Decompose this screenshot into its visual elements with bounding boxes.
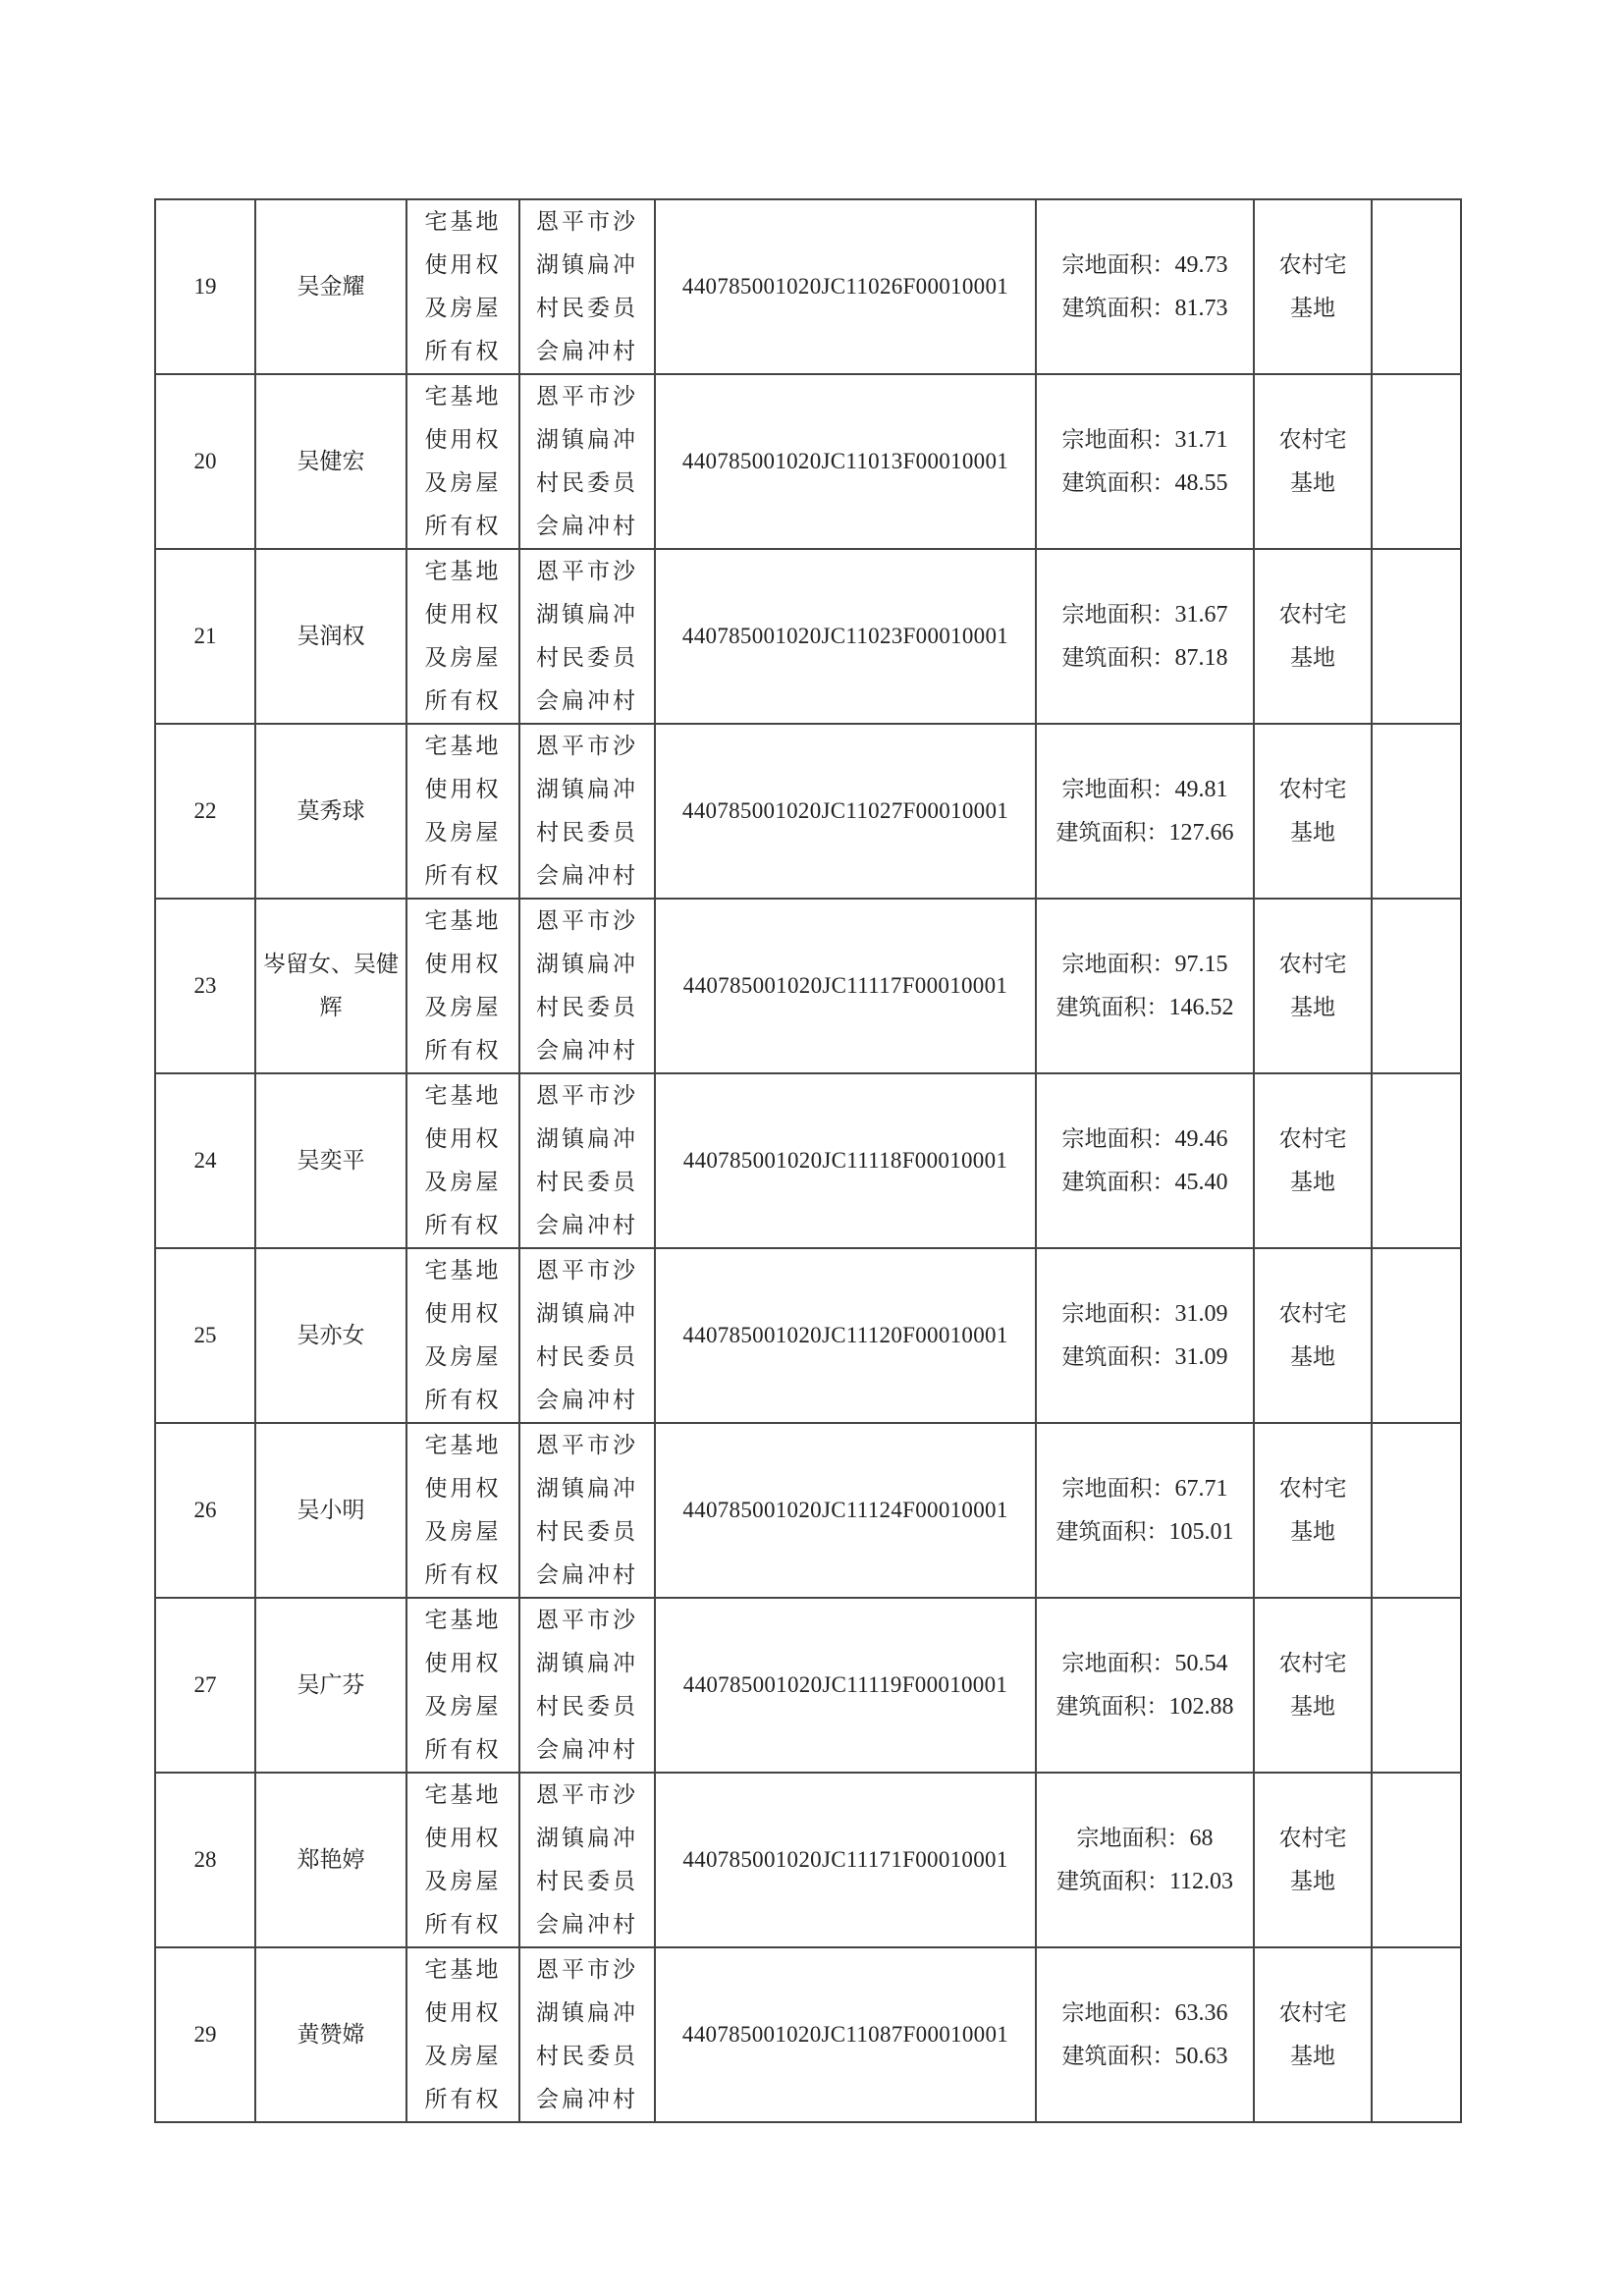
right-type-line: 及房屋 bbox=[424, 995, 502, 1020]
land-area-value: 49.81 bbox=[1174, 777, 1228, 802]
building-area-label: 建筑面积： bbox=[1061, 296, 1175, 321]
land-area-value: 31.71 bbox=[1174, 427, 1228, 453]
building-area-label: 建筑面积： bbox=[1061, 2044, 1175, 2069]
right-type-line: 及房屋 bbox=[424, 470, 502, 496]
right-type-line: 使用权 bbox=[424, 777, 502, 802]
row-number-cell: 27 bbox=[155, 1598, 255, 1773]
land-area-value: 50.54 bbox=[1174, 1651, 1228, 1676]
right-type-line: 所有权 bbox=[424, 863, 502, 889]
right-type-line: 及房屋 bbox=[424, 1519, 502, 1545]
right-type-line: 宅基地 bbox=[424, 1782, 502, 1808]
table-row bbox=[155, 374, 1461, 549]
land-area-label: 宗地面积： bbox=[1061, 427, 1175, 453]
land-area-value: 68 bbox=[1189, 1826, 1214, 1851]
unit-number-cell: 440785001020JC11027F00010001 bbox=[655, 724, 1036, 899]
right-type-line: 宅基地 bbox=[424, 1957, 502, 1983]
holder-cell bbox=[519, 1248, 655, 1423]
area-cell bbox=[1036, 724, 1254, 899]
holder-line: 恩平市沙 bbox=[536, 209, 638, 235]
right-type-line: 及房屋 bbox=[424, 820, 502, 846]
holder-line: 湖镇扁冲 bbox=[536, 1126, 638, 1152]
holder-line: 恩平市沙 bbox=[536, 734, 638, 759]
holder-line: 会扁冲村 bbox=[536, 863, 638, 889]
right-type-line: 及房屋 bbox=[424, 296, 502, 321]
right-type-line: 所有权 bbox=[424, 2087, 502, 2112]
holder-line: 恩平市沙 bbox=[536, 559, 638, 584]
land-area-label: 宗地面积： bbox=[1061, 777, 1175, 802]
table-row bbox=[155, 1773, 1461, 1947]
land-use-line: 农村宅 bbox=[1278, 1476, 1347, 1502]
area-cell bbox=[1036, 549, 1254, 724]
land-use-cell bbox=[1254, 199, 1372, 374]
holder-cell bbox=[519, 1947, 655, 2122]
right-type-line: 宅基地 bbox=[424, 1258, 502, 1284]
right-type-cell bbox=[406, 1073, 519, 1248]
right-type-line: 宅基地 bbox=[424, 734, 502, 759]
right-type-line: 宅基地 bbox=[424, 209, 502, 235]
holder-line: 村民委员 bbox=[536, 645, 638, 671]
right-type-line: 使用权 bbox=[424, 1476, 502, 1502]
remarks-cell bbox=[1372, 1248, 1461, 1423]
building-area-value: 81.73 bbox=[1174, 296, 1228, 321]
holder-cell bbox=[519, 549, 655, 724]
right-type-cell bbox=[406, 1598, 519, 1773]
land-area-label: 宗地面积： bbox=[1076, 1826, 1190, 1851]
unit-number-cell: 440785001020JC11119F00010001 bbox=[655, 1598, 1036, 1773]
building-area-value: 45.40 bbox=[1174, 1170, 1228, 1195]
building-area-line bbox=[1037, 1860, 1253, 1903]
building-area-value: 105.01 bbox=[1168, 1519, 1234, 1545]
holder-line: 湖镇扁冲 bbox=[536, 952, 638, 977]
land-area-line bbox=[1037, 1292, 1253, 1336]
holder-line: 会扁冲村 bbox=[536, 1388, 638, 1413]
right-type-line: 及房屋 bbox=[424, 645, 502, 671]
holder-line: 湖镇扁冲 bbox=[536, 2000, 638, 2026]
area-cell bbox=[1036, 899, 1254, 1073]
holder-line: 村民委员 bbox=[536, 2044, 638, 2069]
unit-number-cell: 440785001020JC11124F00010001 bbox=[655, 1423, 1036, 1598]
right-type-cell bbox=[406, 1947, 519, 2122]
holder-line: 湖镇扁冲 bbox=[536, 1651, 638, 1676]
building-area-value: 50.63 bbox=[1174, 2044, 1228, 2069]
table-row bbox=[155, 899, 1461, 1073]
right-type-line: 及房屋 bbox=[424, 2044, 502, 2069]
right-type-line: 宅基地 bbox=[424, 908, 502, 934]
building-area-value: 31.09 bbox=[1174, 1344, 1228, 1370]
land-use-cell bbox=[1254, 1248, 1372, 1423]
land-area-line bbox=[1037, 1642, 1253, 1685]
land-area-line bbox=[1037, 1118, 1253, 1161]
remarks-cell bbox=[1372, 374, 1461, 549]
land-area-label: 宗地面积： bbox=[1061, 602, 1175, 628]
unit-number-cell: 440785001020JC11087F00010001 bbox=[655, 1947, 1036, 2122]
land-area-value: 63.36 bbox=[1174, 2000, 1228, 2026]
holder-line: 恩平市沙 bbox=[536, 1608, 638, 1633]
right-type-line: 及房屋 bbox=[424, 1869, 502, 1894]
land-area-value: 49.73 bbox=[1174, 252, 1228, 278]
land-use-line: 农村宅 bbox=[1278, 252, 1347, 278]
building-area-value: 112.03 bbox=[1168, 1869, 1234, 1894]
right-type-line: 及房屋 bbox=[424, 1344, 502, 1370]
area-cell bbox=[1036, 374, 1254, 549]
holder-line: 村民委员 bbox=[536, 1519, 638, 1545]
building-area-value: 146.52 bbox=[1168, 995, 1234, 1020]
holder-line: 村民委员 bbox=[536, 995, 638, 1020]
owner-name-cell: 吴金耀 bbox=[255, 199, 406, 374]
row-number-cell: 19 bbox=[155, 199, 255, 374]
unit-number-cell: 440785001020JC11120F00010001 bbox=[655, 1248, 1036, 1423]
land-use-line: 基地 bbox=[1290, 1519, 1335, 1545]
holder-line: 湖镇扁冲 bbox=[536, 1826, 638, 1851]
row-number-cell: 29 bbox=[155, 1947, 255, 2122]
holder-line: 会扁冲村 bbox=[536, 688, 638, 714]
right-type-line: 使用权 bbox=[424, 952, 502, 977]
area-cell bbox=[1036, 199, 1254, 374]
land-use-line: 基地 bbox=[1290, 645, 1335, 671]
area-cell bbox=[1036, 1773, 1254, 1947]
row-number-cell: 20 bbox=[155, 374, 255, 549]
land-use-line: 农村宅 bbox=[1278, 2000, 1347, 2026]
holder-line: 湖镇扁冲 bbox=[536, 1301, 638, 1327]
right-type-line: 使用权 bbox=[424, 2000, 502, 2026]
land-use-cell bbox=[1254, 549, 1372, 724]
holder-cell bbox=[519, 1773, 655, 1947]
holder-line: 村民委员 bbox=[536, 296, 638, 321]
holder-line: 村民委员 bbox=[536, 470, 638, 496]
land-use-line: 基地 bbox=[1290, 296, 1335, 321]
holder-line: 村民委员 bbox=[536, 1170, 638, 1195]
land-area-label: 宗地面积： bbox=[1061, 952, 1175, 977]
owner-name-cell: 郑艳婷 bbox=[255, 1773, 406, 1947]
row-number-cell: 26 bbox=[155, 1423, 255, 1598]
building-area-value: 102.88 bbox=[1168, 1694, 1234, 1720]
land-area-value: 97.15 bbox=[1174, 952, 1228, 977]
area-cell bbox=[1036, 1423, 1254, 1598]
right-type-line: 所有权 bbox=[424, 1737, 502, 1763]
land-use-line: 基地 bbox=[1290, 1170, 1335, 1195]
building-area-label: 建筑面积： bbox=[1061, 645, 1175, 671]
table-row bbox=[155, 1947, 1461, 2122]
holder-line: 会扁冲村 bbox=[536, 2087, 638, 2112]
owner-name-cell: 吴健宏 bbox=[255, 374, 406, 549]
land-area-value: 31.09 bbox=[1174, 1301, 1228, 1327]
building-area-line bbox=[1037, 462, 1253, 505]
holder-line: 恩平市沙 bbox=[536, 1083, 638, 1109]
holder-line: 会扁冲村 bbox=[536, 1912, 638, 1938]
holder-line: 会扁冲村 bbox=[536, 514, 638, 539]
land-use-line: 基地 bbox=[1290, 1694, 1335, 1720]
unit-number-cell: 440785001020JC11117F00010001 bbox=[655, 899, 1036, 1073]
area-cell bbox=[1036, 1947, 1254, 2122]
land-area-value: 49.46 bbox=[1174, 1126, 1228, 1152]
building-area-line bbox=[1037, 1685, 1253, 1728]
right-type-cell bbox=[406, 199, 519, 374]
right-type-line: 宅基地 bbox=[424, 1433, 502, 1458]
owner-name-cell: 吴奕平 bbox=[255, 1073, 406, 1248]
right-type-line: 所有权 bbox=[424, 688, 502, 714]
owner-name-cell: 吴润权 bbox=[255, 549, 406, 724]
land-use-line: 农村宅 bbox=[1278, 952, 1347, 977]
building-area-label: 建筑面积： bbox=[1055, 1869, 1169, 1894]
holder-cell bbox=[519, 899, 655, 1073]
table-row bbox=[155, 1248, 1461, 1423]
area-cell bbox=[1036, 1248, 1254, 1423]
remarks-cell bbox=[1372, 199, 1461, 374]
land-use-cell bbox=[1254, 724, 1372, 899]
building-area-label: 建筑面积： bbox=[1061, 470, 1175, 496]
right-type-line: 使用权 bbox=[424, 427, 502, 453]
row-number-cell: 28 bbox=[155, 1773, 255, 1947]
table-row bbox=[155, 549, 1461, 724]
property-register-table bbox=[154, 198, 1462, 2123]
right-type-line: 所有权 bbox=[424, 1562, 502, 1588]
holder-line: 恩平市沙 bbox=[536, 1258, 638, 1284]
holder-cell bbox=[519, 724, 655, 899]
row-number-cell: 21 bbox=[155, 549, 255, 724]
holder-cell bbox=[519, 374, 655, 549]
right-type-line: 所有权 bbox=[424, 339, 502, 364]
land-use-cell bbox=[1254, 374, 1372, 549]
holder-line: 村民委员 bbox=[536, 1344, 638, 1370]
land-use-cell bbox=[1254, 899, 1372, 1073]
right-type-line: 所有权 bbox=[424, 1912, 502, 1938]
remarks-cell bbox=[1372, 549, 1461, 724]
land-use-line: 农村宅 bbox=[1278, 1301, 1347, 1327]
right-type-cell bbox=[406, 549, 519, 724]
right-type-cell bbox=[406, 724, 519, 899]
row-number-cell: 23 bbox=[155, 899, 255, 1073]
owner-name-cell: 莫秀球 bbox=[255, 724, 406, 899]
right-type-line: 所有权 bbox=[424, 1038, 502, 1064]
holder-line: 村民委员 bbox=[536, 820, 638, 846]
building-area-value: 48.55 bbox=[1174, 470, 1228, 496]
holder-cell bbox=[519, 199, 655, 374]
land-use-line: 基地 bbox=[1290, 1869, 1335, 1894]
holder-line: 湖镇扁冲 bbox=[536, 602, 638, 628]
land-area-label: 宗地面积： bbox=[1061, 252, 1175, 278]
right-type-line: 宅基地 bbox=[424, 559, 502, 584]
row-number-cell: 24 bbox=[155, 1073, 255, 1248]
holder-line: 恩平市沙 bbox=[536, 1782, 638, 1808]
building-area-line bbox=[1037, 1161, 1253, 1204]
right-type-line: 宅基地 bbox=[424, 1608, 502, 1633]
holder-line: 恩平市沙 bbox=[536, 384, 638, 410]
land-use-cell bbox=[1254, 1598, 1372, 1773]
remarks-cell bbox=[1372, 1947, 1461, 2122]
building-area-line bbox=[1037, 2035, 1253, 2078]
owner-name-cell: 吴小明 bbox=[255, 1423, 406, 1598]
holder-line: 村民委员 bbox=[536, 1869, 638, 1894]
building-area-line bbox=[1037, 811, 1253, 854]
building-area-value: 87.18 bbox=[1174, 645, 1228, 671]
area-cell bbox=[1036, 1598, 1254, 1773]
land-area-value: 31.67 bbox=[1174, 602, 1228, 628]
building-area-label: 建筑面积： bbox=[1061, 1344, 1175, 1370]
right-type-line: 使用权 bbox=[424, 1651, 502, 1676]
owner-name-cell: 岑留女、吴健辉 bbox=[255, 899, 406, 1073]
land-use-line: 农村宅 bbox=[1278, 427, 1347, 453]
land-use-line: 农村宅 bbox=[1278, 1651, 1347, 1676]
land-use-line: 农村宅 bbox=[1278, 1826, 1347, 1851]
land-use-line: 基地 bbox=[1290, 470, 1335, 496]
land-area-value: 67.71 bbox=[1174, 1476, 1228, 1502]
land-area-line bbox=[1037, 943, 1253, 986]
holder-line: 村民委员 bbox=[536, 1694, 638, 1720]
right-type-cell bbox=[406, 1423, 519, 1598]
right-type-cell bbox=[406, 1248, 519, 1423]
holder-line: 恩平市沙 bbox=[536, 1433, 638, 1458]
remarks-cell bbox=[1372, 1073, 1461, 1248]
land-area-label: 宗地面积： bbox=[1061, 1651, 1175, 1676]
unit-number-cell: 440785001020JC11023F00010001 bbox=[655, 549, 1036, 724]
right-type-line: 所有权 bbox=[424, 1213, 502, 1238]
land-area-label: 宗地面积： bbox=[1061, 1301, 1175, 1327]
building-area-label: 建筑面积： bbox=[1055, 1694, 1169, 1720]
unit-number-cell: 440785001020JC11026F00010001 bbox=[655, 199, 1036, 374]
right-type-line: 使用权 bbox=[424, 1301, 502, 1327]
land-area-line bbox=[1037, 593, 1253, 636]
land-use-cell bbox=[1254, 1947, 1372, 2122]
unit-number-cell: 440785001020JC11171F00010001 bbox=[655, 1773, 1036, 1947]
holder-line: 湖镇扁冲 bbox=[536, 427, 638, 453]
right-type-line: 使用权 bbox=[424, 602, 502, 628]
owner-name-cell: 黄赞嫦 bbox=[255, 1947, 406, 2122]
holder-line: 会扁冲村 bbox=[536, 1213, 638, 1238]
building-area-label: 建筑面积： bbox=[1055, 820, 1169, 846]
table-row bbox=[155, 1073, 1461, 1248]
building-area-label: 建筑面积： bbox=[1061, 1170, 1175, 1195]
holder-line: 会扁冲村 bbox=[536, 1038, 638, 1064]
land-use-line: 基地 bbox=[1290, 995, 1335, 1020]
right-type-line: 使用权 bbox=[424, 1126, 502, 1152]
remarks-cell bbox=[1372, 1598, 1461, 1773]
land-area-label: 宗地面积： bbox=[1061, 2000, 1175, 2026]
land-use-line: 基地 bbox=[1290, 820, 1335, 846]
land-use-cell bbox=[1254, 1773, 1372, 1947]
holder-cell bbox=[519, 1598, 655, 1773]
holder-cell bbox=[519, 1073, 655, 1248]
land-area-line bbox=[1037, 1467, 1253, 1510]
unit-number-cell: 440785001020JC11013F00010001 bbox=[655, 374, 1036, 549]
holder-cell bbox=[519, 1423, 655, 1598]
land-area-label: 宗地面积： bbox=[1061, 1126, 1175, 1152]
land-area-line bbox=[1037, 418, 1253, 462]
land-area-line bbox=[1037, 1992, 1253, 2035]
land-use-line: 农村宅 bbox=[1278, 777, 1347, 802]
holder-line: 会扁冲村 bbox=[536, 1562, 638, 1588]
table-body bbox=[155, 199, 1461, 2122]
table-row bbox=[155, 199, 1461, 374]
remarks-cell bbox=[1372, 1423, 1461, 1598]
remarks-cell bbox=[1372, 899, 1461, 1073]
right-type-line: 及房屋 bbox=[424, 1694, 502, 1720]
right-type-cell bbox=[406, 899, 519, 1073]
land-use-line: 农村宅 bbox=[1278, 602, 1347, 628]
land-area-line bbox=[1037, 768, 1253, 811]
land-area-line bbox=[1037, 1817, 1253, 1860]
holder-line: 恩平市沙 bbox=[536, 908, 638, 934]
owner-name-cell: 吴广芬 bbox=[255, 1598, 406, 1773]
table-row bbox=[155, 1598, 1461, 1773]
land-use-line: 农村宅 bbox=[1278, 1126, 1347, 1152]
right-type-line: 及房屋 bbox=[424, 1170, 502, 1195]
land-use-line: 基地 bbox=[1290, 2044, 1335, 2069]
row-number-cell: 22 bbox=[155, 724, 255, 899]
right-type-line: 所有权 bbox=[424, 514, 502, 539]
table-row bbox=[155, 1423, 1461, 1598]
holder-line: 会扁冲村 bbox=[536, 1737, 638, 1763]
right-type-line: 宅基地 bbox=[424, 384, 502, 410]
table-row bbox=[155, 724, 1461, 899]
land-use-line: 基地 bbox=[1290, 1344, 1335, 1370]
right-type-cell bbox=[406, 1773, 519, 1947]
building-area-line bbox=[1037, 1336, 1253, 1379]
holder-line: 湖镇扁冲 bbox=[536, 777, 638, 802]
right-type-line: 使用权 bbox=[424, 252, 502, 278]
unit-number-cell: 440785001020JC11118F00010001 bbox=[655, 1073, 1036, 1248]
owner-name-cell: 吴亦女 bbox=[255, 1248, 406, 1423]
right-type-line: 所有权 bbox=[424, 1388, 502, 1413]
building-area-value: 127.66 bbox=[1168, 820, 1234, 846]
right-type-line: 宅基地 bbox=[424, 1083, 502, 1109]
building-area-label: 建筑面积： bbox=[1055, 1519, 1169, 1545]
land-use-cell bbox=[1254, 1423, 1372, 1598]
right-type-cell bbox=[406, 374, 519, 549]
holder-line: 会扁冲村 bbox=[536, 339, 638, 364]
area-cell bbox=[1036, 1073, 1254, 1248]
right-type-line: 使用权 bbox=[424, 1826, 502, 1851]
remarks-cell bbox=[1372, 1773, 1461, 1947]
holder-line: 恩平市沙 bbox=[536, 1957, 638, 1983]
building-area-line bbox=[1037, 986, 1253, 1029]
land-area-line bbox=[1037, 244, 1253, 287]
building-area-line bbox=[1037, 1510, 1253, 1554]
land-area-label: 宗地面积： bbox=[1061, 1476, 1175, 1502]
land-use-cell bbox=[1254, 1073, 1372, 1248]
row-number-cell: 25 bbox=[155, 1248, 255, 1423]
building-area-label: 建筑面积： bbox=[1055, 995, 1169, 1020]
holder-line: 湖镇扁冲 bbox=[536, 1476, 638, 1502]
building-area-line bbox=[1037, 287, 1253, 330]
building-area-line bbox=[1037, 636, 1253, 680]
remarks-cell bbox=[1372, 724, 1461, 899]
holder-line: 湖镇扁冲 bbox=[536, 252, 638, 278]
